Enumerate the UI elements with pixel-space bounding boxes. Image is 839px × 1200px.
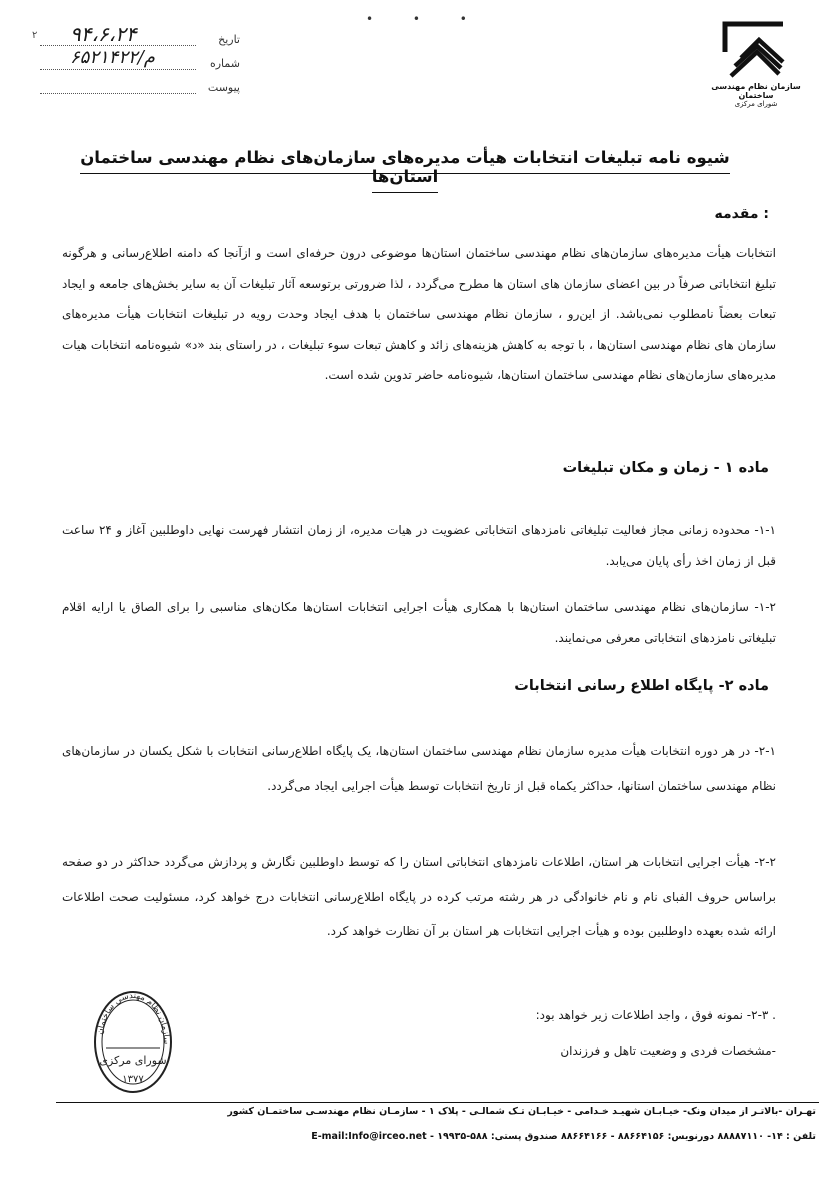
- footer-contact: تلفن : ۱۴- ۸۸۸۸۷۱۱۰ دورنویس: ۸۸۶۶۴۱۵۶ - ۸۸۶۶۴۱۶۶ صندوق پستی: ۵۸۸-۱۹۹۳۵ - E-mail:Info@irceo.net: [311, 1131, 816, 1142]
- official-stamp: [92, 990, 174, 1095]
- article1-heading: ماده ۱ - زمان و مکان تبلیغات: [562, 460, 769, 476]
- attachment-label: پیوست: [207, 81, 240, 94]
- stamp-outer-text: سازمان نظام مهندسی ساختمان: [95, 990, 172, 1045]
- article1-clause1: ۱-۱- محدوده زمانی مجاز فعالیت تبلیغاتی نامزدهای انتخاباتی عضویت در هیات مدیره، از زمان انتشار فهرست نهایی داوطلبین آغاز و ۲۴ ساعت قبل از زمان اخذ رأی پایان می‌یابد.: [62, 523, 776, 568]
- logo-org-name: سازمان نظام مهندسی ساختمان: [711, 82, 801, 100]
- footer-divider: [56, 1102, 819, 1103]
- article2-clause1: ۲-۱- در هر دوره انتخابات هیأت مدیره سازمان نظام مهندسی ساختمان استان‌ها، یک پایگاه اطلاع‌رسانی انتخابات با شکل یکسان در سازمان‌های نظام مهندسی ساختمان استانها، حداکثر یکماه قبل از تاریخ انتخابات توسط هیأت اجرایی ایجاد می‌گردد.: [62, 744, 776, 793]
- building-logo-icon: [721, 18, 791, 80]
- date-row: [40, 22, 240, 46]
- intro-paragraph: انتخابات هیأت مدیره‌های سازمان‌های نظام مهندسی ساختمان استان‌ها موضوعی درون حرفه‌ای است و ازآنجا که دامنه اطلاع‌رسانی و هرگونه تبلیغ انتخاباتی صرفاً در بین اعضای سازمان های استان ها مطرح می‌گردد ، لذا ضرورتی برتوسعه آثار تبلیغات آن به سایر بخش‌های جامعه و ایجاد تبعات بعضاً نامطلوب نمی‌باشد. از این‌رو ، سازمان نظام مهندسی ساختمان با هدف ایجاد وحدت رویه در تبلیغات انتخابات هیأت مدیره‌های سازمان های نظام مهندسی استان‌ها ، با توجه به کاهش هزینه‌های زائد و کاهش تبعات سوء تبلیغات ، در راستای بند «د» شیوه‌نامه انتخابات هیات مدیره‌های سازمان‌های نظام مهندسی ساختمان استان‌ها، شیوه‌نامه حاضر تدوین شده است.: [62, 246, 776, 382]
- date-value: ۹۴،۶،۲۴: [40, 23, 196, 46]
- article2-clause3-item1: -مشخصات فردی و وضعیت تاهل و فرزندان: [560, 1044, 776, 1058]
- date-label: تاریخ: [218, 33, 240, 46]
- page-side-mark: ۲: [32, 30, 38, 41]
- stamp-year: ۱۳۷۷: [122, 1074, 144, 1085]
- article2-clause3: . ۲-۳- نمونه فوق ، واجد اطلاعات زیر خواهد بود:: [535, 1008, 776, 1022]
- attachment-row: [40, 70, 240, 94]
- number-value: ۶۵م/۲۱۴۲۲: [40, 47, 196, 70]
- article2-heading: ماده ۲- پایگاه اطلاع رسانی انتخابات: [514, 678, 769, 694]
- logo-sub-name: شورای مرکزی: [734, 100, 778, 108]
- number-label: شماره: [209, 57, 240, 70]
- document-title-text: شیوه نامه تبلیغات انتخابات هیأت مدیره‌های سازمان‌های نظام مهندسی ساختمان استان‌ها: [80, 148, 730, 193]
- number-row: [40, 46, 240, 70]
- article2-clause2: ۲-۲- هیأت اجرایی انتخابات هر استان، اطلاعات نامزدهای انتخاباتی استان را که توسط داوطلبین نگارش و پردازش می‌گردد حداکثر در دو صفحه براساس حروف الفبای نام و نام خانوادگی در هر رشته مرتب کرده در پایگاه اطلاع‌رسانی انتخابات درج خواهد کرد، مسئولیت صحت اطلاعات ارائه شده بعهده داوطلبین بوده و هیأت اجرایی انتخابات هر استان بر آن نظارت خواهد کرد.: [62, 855, 776, 938]
- scan-specks: • • •: [366, 12, 485, 26]
- letter-meta: [40, 22, 240, 94]
- article1-clause2: ۱-۲- سازمان‌های نظام مهندسی ساختمان استان‌ها با همکاری هیأت اجرایی انتخابات استان‌ها مکان‌های مناسبی را برای الصاق یا ارایه اقلام تبلیغاتی نامزدهای انتخاباتی معرفی می‌نمایند.: [62, 600, 776, 645]
- document-title: [80, 148, 730, 186]
- footer-address: تهـران -بالاتـر از میدان ونک- خیـابـان شهیـد خـدامی - خیـابـان تـک شمالـی - پلاک ۱ - سازمـان نظام مهندسـی ساختمـان کشور: [227, 1106, 816, 1117]
- org-logo: [706, 18, 806, 108]
- stamp-inner-text: شورای مرکزی: [99, 1054, 167, 1067]
- intro-heading: مقدمه :: [714, 206, 769, 222]
- attachment-value: [40, 71, 196, 94]
